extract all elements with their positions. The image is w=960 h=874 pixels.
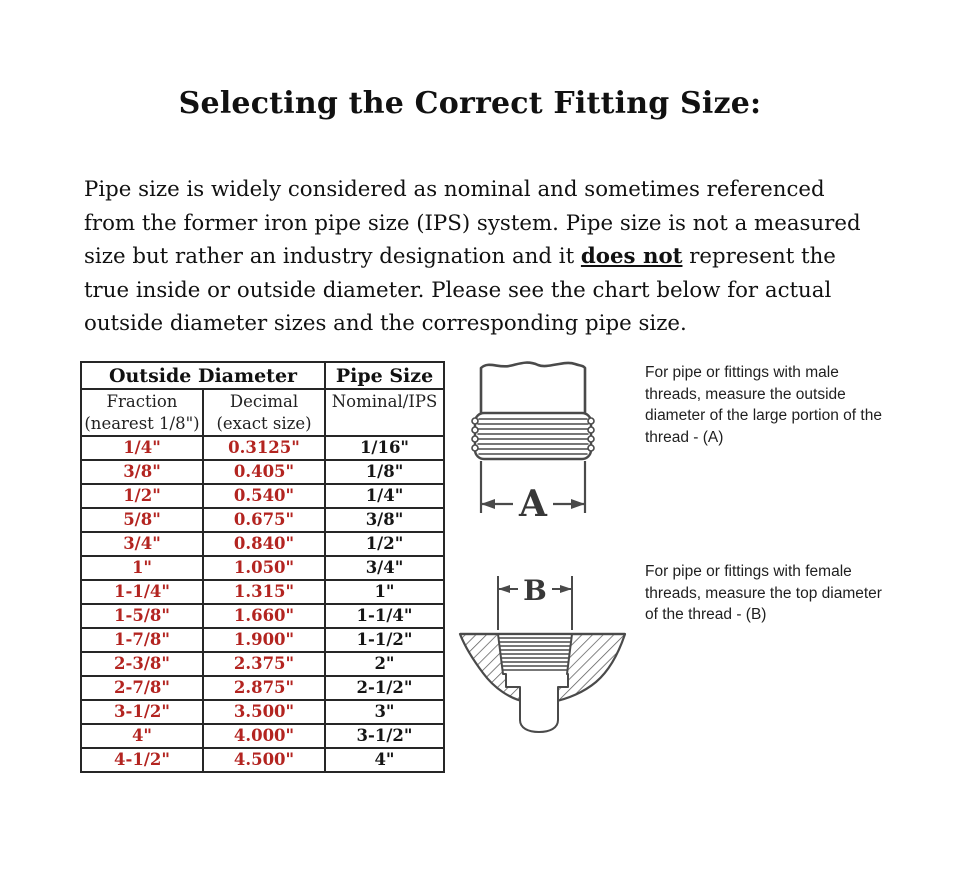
cell-nominal: 1/8" (325, 460, 444, 484)
cell-fraction: 1/4" (81, 436, 203, 460)
column-header-nominal: Nominal/IPS (325, 389, 444, 436)
cell-nominal: 1/2" (325, 532, 444, 556)
cell-fraction: 2-3/8" (81, 652, 203, 676)
table-row (81, 628, 444, 652)
cell-fraction: 3/4" (81, 532, 203, 556)
cell-decimal: 4.000" (203, 724, 325, 748)
dimension-label-b: B (523, 574, 547, 607)
column-header-decimal: Decimal (exact size) (203, 389, 325, 436)
cell-decimal: 0.675" (203, 508, 325, 532)
cell-nominal: 3" (325, 700, 444, 724)
cell-decimal: 3.500" (203, 700, 325, 724)
cell-nominal: 3/8" (325, 508, 444, 532)
cell-nominal: 1/4" (325, 484, 444, 508)
group-header-row (81, 362, 444, 389)
table-row (81, 484, 444, 508)
cell-fraction: 5/8" (81, 508, 203, 532)
pipe-table-body (81, 436, 444, 772)
cell-decimal: 1.050" (203, 556, 325, 580)
cell-fraction: 2-7/8" (81, 676, 203, 700)
cell-decimal: 0.840" (203, 532, 325, 556)
cell-decimal: 2.375" (203, 652, 325, 676)
table-row (81, 724, 444, 748)
cell-fraction: 3-1/2" (81, 700, 203, 724)
group-header-outside-diameter: Outside Diameter (81, 362, 325, 389)
cell-decimal: 1.660" (203, 604, 325, 628)
cell-decimal: 0.3125" (203, 436, 325, 460)
table-row (81, 460, 444, 484)
male-fitting-caption: For pipe or fittings with male threads, measure the outside diameter of the large portion of the thread - (A) (645, 364, 882, 446)
intro-text-2: represent the true inside or outside diameter. Please see the chart below for actual outside diameter sizes and the corresponding pipe size. (84, 244, 836, 336)
cell-nominal: 1-1/4" (325, 604, 444, 628)
cell-decimal: 0.405" (203, 460, 325, 484)
cell-fraction: 1" (81, 556, 203, 580)
cell-fraction: 1-7/8" (81, 628, 203, 652)
intro-paragraph (84, 173, 880, 340)
table-row (81, 508, 444, 532)
cell-nominal: 2-1/2" (325, 676, 444, 700)
cell-decimal: 1.900" (203, 628, 325, 652)
male-fitting-figure (452, 356, 602, 526)
page-title: Selecting the Correct Fitting Size: (178, 86, 762, 121)
table-row (81, 580, 444, 604)
table-row (81, 652, 444, 676)
column-header-row (81, 389, 444, 436)
female-fitting-caption: For pipe or fittings with female threads, measure the top diameter of the thread - (B) (645, 563, 882, 623)
cell-nominal: 1/16" (325, 436, 444, 460)
cell-nominal: 1" (325, 580, 444, 604)
dimension-label-a: A (519, 483, 547, 525)
table-row (81, 532, 444, 556)
column-header-fraction: Fraction (nearest 1/8") (81, 389, 203, 436)
cell-decimal: 2.875" (203, 676, 325, 700)
intro-text-1: Pipe size is widely considered as nominal and sometimes referenced from the former iron pipe size (IPS) system. Pipe size is not a measured size but rather an industry designation and it (84, 177, 861, 270)
cell-nominal: 3-1/2" (325, 724, 444, 748)
table-row (81, 676, 444, 700)
group-header-pipe-size: Pipe Size (325, 362, 444, 389)
cell-decimal: 0.540" (203, 484, 325, 508)
cell-decimal: 1.315" (203, 580, 325, 604)
pipe-size-table (80, 361, 445, 773)
male-fitting-drawing-icon (452, 356, 602, 526)
table-row (81, 748, 444, 772)
cell-decimal: 4.500" (203, 748, 325, 772)
cell-fraction: 1/2" (81, 484, 203, 508)
table-row (81, 604, 444, 628)
cell-nominal: 2" (325, 652, 444, 676)
cell-nominal: 1-1/2" (325, 628, 444, 652)
table-row (81, 700, 444, 724)
cell-nominal: 4" (325, 748, 444, 772)
intro-emphasis: does not (580, 244, 683, 270)
cell-fraction: 4" (81, 724, 203, 748)
table-row (81, 436, 444, 460)
cell-fraction: 1-5/8" (81, 604, 203, 628)
female-fitting-drawing-icon (448, 556, 633, 741)
cell-fraction: 1-1/4" (81, 580, 203, 604)
female-fitting-figure (448, 556, 633, 741)
cell-fraction: 3/8" (81, 460, 203, 484)
cell-fraction: 4-1/2" (81, 748, 203, 772)
table-row (81, 556, 444, 580)
cell-nominal: 3/4" (325, 556, 444, 580)
